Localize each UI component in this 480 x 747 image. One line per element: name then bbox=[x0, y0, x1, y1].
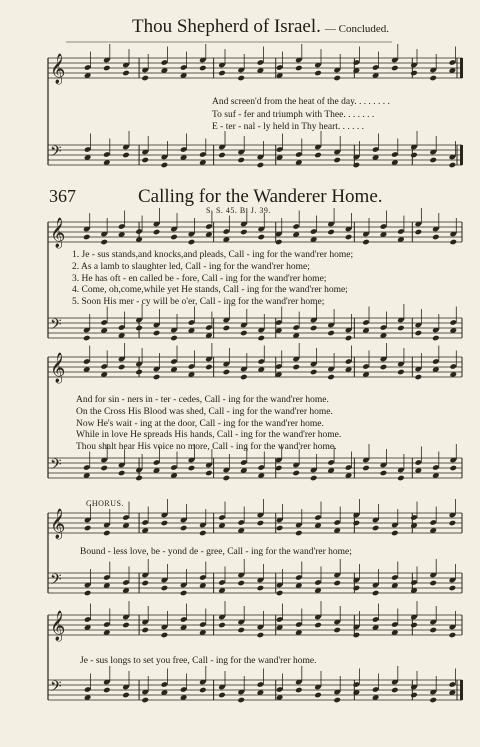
note-head bbox=[415, 229, 423, 236]
note-head bbox=[292, 470, 300, 477]
note-head bbox=[397, 369, 405, 376]
lyric-line: 2. As a lamb to slaughter led, Call - ing for the wand'rer home; bbox=[72, 261, 310, 272]
note-head bbox=[118, 364, 126, 371]
note-head bbox=[391, 687, 399, 694]
treble-clef-icon: 𝄞 bbox=[50, 218, 66, 248]
note-head bbox=[122, 152, 130, 159]
note-head bbox=[333, 580, 341, 587]
note-head bbox=[314, 152, 322, 159]
note-head bbox=[122, 692, 130, 699]
note-head bbox=[83, 234, 91, 241]
lyric-line: To suf - fer and triumph with Thee. . . . . . . bbox=[212, 109, 375, 120]
note-head bbox=[276, 590, 284, 597]
note-head bbox=[237, 580, 245, 587]
note-head bbox=[161, 162, 169, 169]
note-head bbox=[153, 229, 161, 236]
note-head bbox=[218, 692, 226, 699]
lyric-line: 5. Soon His mer - cy will be o'er, Call - ing for the wand'rer home; bbox=[72, 297, 325, 308]
note-head bbox=[333, 75, 341, 82]
bass-clef-icon: 𝄢 bbox=[50, 456, 62, 477]
lyric-line: Je - sus longs to set you free, Call - ing for the wand'rer home. bbox=[80, 656, 317, 666]
lyric-line: Bound - less love, be - yond de - gree, Call - ing for the wand'rer home; bbox=[80, 547, 352, 557]
note-head bbox=[161, 585, 169, 592]
note-head bbox=[188, 465, 196, 472]
note-head bbox=[205, 364, 213, 371]
note-head bbox=[180, 525, 188, 532]
note-head bbox=[141, 627, 149, 634]
note-head bbox=[397, 325, 405, 332]
note-head bbox=[314, 622, 322, 629]
note-head bbox=[415, 374, 423, 381]
hymn-number: 367 bbox=[49, 186, 76, 206]
note-head bbox=[199, 65, 207, 72]
note-head bbox=[199, 687, 207, 694]
note-head bbox=[314, 70, 322, 77]
note-head bbox=[141, 75, 149, 82]
note-head bbox=[257, 335, 265, 342]
note-head bbox=[295, 530, 303, 537]
note-head bbox=[410, 692, 418, 699]
lyric-line: While in love He spreads His hands, Call - ing for the wand'rer home. bbox=[76, 430, 342, 441]
note-head bbox=[333, 627, 341, 634]
note-head bbox=[276, 525, 284, 532]
note-head bbox=[310, 325, 318, 332]
note-head bbox=[240, 330, 248, 337]
note-head bbox=[391, 530, 399, 537]
treble-clef-icon: 𝄞 bbox=[50, 353, 66, 383]
note-head bbox=[257, 162, 265, 169]
note-head bbox=[292, 364, 300, 371]
note-head bbox=[257, 585, 265, 592]
chorus-label: CHORUS. bbox=[86, 499, 124, 508]
hymn-meta: S. S. 45. B. J. 39. bbox=[206, 206, 271, 215]
lyric-line: And for sin - ners in - ter - cedes, Call - ing for the wand'rer home. bbox=[76, 395, 329, 405]
note-head bbox=[100, 239, 108, 246]
note-head bbox=[118, 470, 126, 477]
bass-clef-icon: 𝄢 bbox=[50, 316, 62, 337]
note-head bbox=[353, 585, 361, 592]
note-head bbox=[218, 70, 226, 77]
note-head bbox=[429, 157, 437, 164]
note-head bbox=[380, 470, 388, 477]
note-head bbox=[141, 580, 149, 587]
note-head bbox=[237, 75, 245, 82]
note-head bbox=[353, 520, 361, 527]
note-head bbox=[103, 65, 111, 72]
final-barline bbox=[460, 58, 463, 78]
note-head bbox=[237, 157, 245, 164]
note-head bbox=[429, 75, 437, 82]
note-head bbox=[237, 627, 245, 634]
note-head bbox=[170, 234, 178, 241]
note-head bbox=[372, 525, 380, 532]
bass-clef-icon: 𝄢 bbox=[50, 571, 62, 592]
note-head bbox=[240, 229, 248, 236]
note-head bbox=[141, 157, 149, 164]
bass-clef-icon: 𝄢 bbox=[50, 678, 62, 699]
lyric-line: E - ter - nal - ly held in Thy heart. . . . . . bbox=[212, 122, 365, 132]
note-head bbox=[410, 70, 418, 77]
note-head bbox=[223, 369, 231, 376]
note-head bbox=[295, 65, 303, 72]
note-head bbox=[310, 369, 318, 376]
lyric-line: 4. Come, oh,come,while yet He stands, Call - ing for the wand'rer home; bbox=[72, 285, 348, 296]
note-head bbox=[295, 687, 303, 694]
note-head bbox=[257, 234, 265, 241]
note-head bbox=[397, 475, 405, 482]
note-head bbox=[199, 530, 207, 537]
note-head bbox=[218, 152, 226, 159]
note-head bbox=[161, 520, 169, 527]
note-head bbox=[449, 632, 457, 639]
note-head bbox=[310, 475, 318, 482]
note-head bbox=[205, 470, 213, 477]
note-head bbox=[83, 335, 91, 342]
note-head bbox=[410, 622, 418, 629]
note-head bbox=[100, 465, 108, 472]
lyric-line: On the Cross His Blood was shed, Call - ing for the wand'rer home. bbox=[76, 406, 333, 417]
note-head bbox=[432, 234, 440, 241]
note-head bbox=[345, 335, 353, 342]
note-head bbox=[333, 697, 341, 704]
note-head bbox=[372, 590, 380, 597]
hymn-title: Calling for the Wanderer Home. bbox=[138, 186, 383, 207]
treble-clef-icon: 𝄞 bbox=[50, 611, 66, 641]
note-head bbox=[327, 229, 335, 236]
continued-title-text: Thou Shepherd of Israel. bbox=[132, 16, 321, 37]
treble-clef-icon: 𝄞 bbox=[50, 54, 66, 84]
note-head bbox=[345, 234, 353, 241]
note-head bbox=[380, 364, 388, 371]
note-head bbox=[103, 530, 111, 537]
lyric-line: 1. Je - sus stands,and knocks,and pleads, Call - ing for the wand'rer home; bbox=[72, 250, 354, 260]
note-head bbox=[449, 239, 457, 246]
note-head bbox=[415, 330, 423, 337]
note-head bbox=[170, 335, 178, 342]
note-head bbox=[122, 622, 130, 629]
note-head bbox=[449, 585, 457, 592]
note-head bbox=[223, 325, 231, 332]
note-head bbox=[362, 239, 370, 246]
note-head bbox=[223, 475, 231, 482]
note-head bbox=[153, 330, 161, 337]
final-barline bbox=[460, 145, 463, 165]
final-barline bbox=[460, 680, 463, 700]
treble-clef-icon: 𝄞 bbox=[50, 509, 66, 539]
note-head bbox=[153, 374, 161, 381]
note-head bbox=[327, 374, 335, 381]
note-head bbox=[353, 162, 361, 169]
note-head bbox=[314, 692, 322, 699]
note-head bbox=[429, 627, 437, 634]
concluded-suffix: — Concluded. bbox=[324, 23, 390, 35]
note-head bbox=[240, 374, 248, 381]
note-head bbox=[449, 162, 457, 169]
note-head bbox=[122, 70, 130, 77]
note-head bbox=[449, 465, 457, 472]
note-head bbox=[410, 152, 418, 159]
note-head bbox=[327, 330, 335, 337]
note-head bbox=[141, 697, 149, 704]
note-head bbox=[257, 520, 265, 527]
lyric-line: 3. He has oft - en called be - fore, Call - ing for the wand'rer home; bbox=[72, 273, 327, 284]
note-head bbox=[449, 520, 457, 527]
note-head bbox=[188, 239, 196, 246]
bass-clef-icon: 𝄢 bbox=[50, 143, 62, 164]
note-head bbox=[429, 580, 437, 587]
note-head bbox=[353, 632, 361, 639]
note-head bbox=[84, 525, 92, 532]
note-head bbox=[362, 465, 370, 472]
lyric-line: Now He's wait - ing at the door, Call - ing for the wand'rer home. bbox=[76, 418, 324, 429]
note-head bbox=[333, 157, 341, 164]
note-head bbox=[180, 590, 188, 597]
note-head bbox=[84, 590, 92, 597]
note-head bbox=[161, 632, 169, 639]
lyric-line: Thou shalt hear His voice no more, Call - ing for the wand'rer home. bbox=[76, 442, 337, 453]
note-head bbox=[391, 65, 399, 72]
note-head bbox=[429, 697, 437, 704]
lyric-line: And screen'd from the heat of the day. . . . . . . . bbox=[212, 97, 390, 107]
note-head bbox=[432, 335, 440, 342]
note-head bbox=[257, 632, 265, 639]
note-head bbox=[218, 622, 226, 629]
note-head bbox=[103, 687, 111, 694]
note-head bbox=[237, 697, 245, 704]
